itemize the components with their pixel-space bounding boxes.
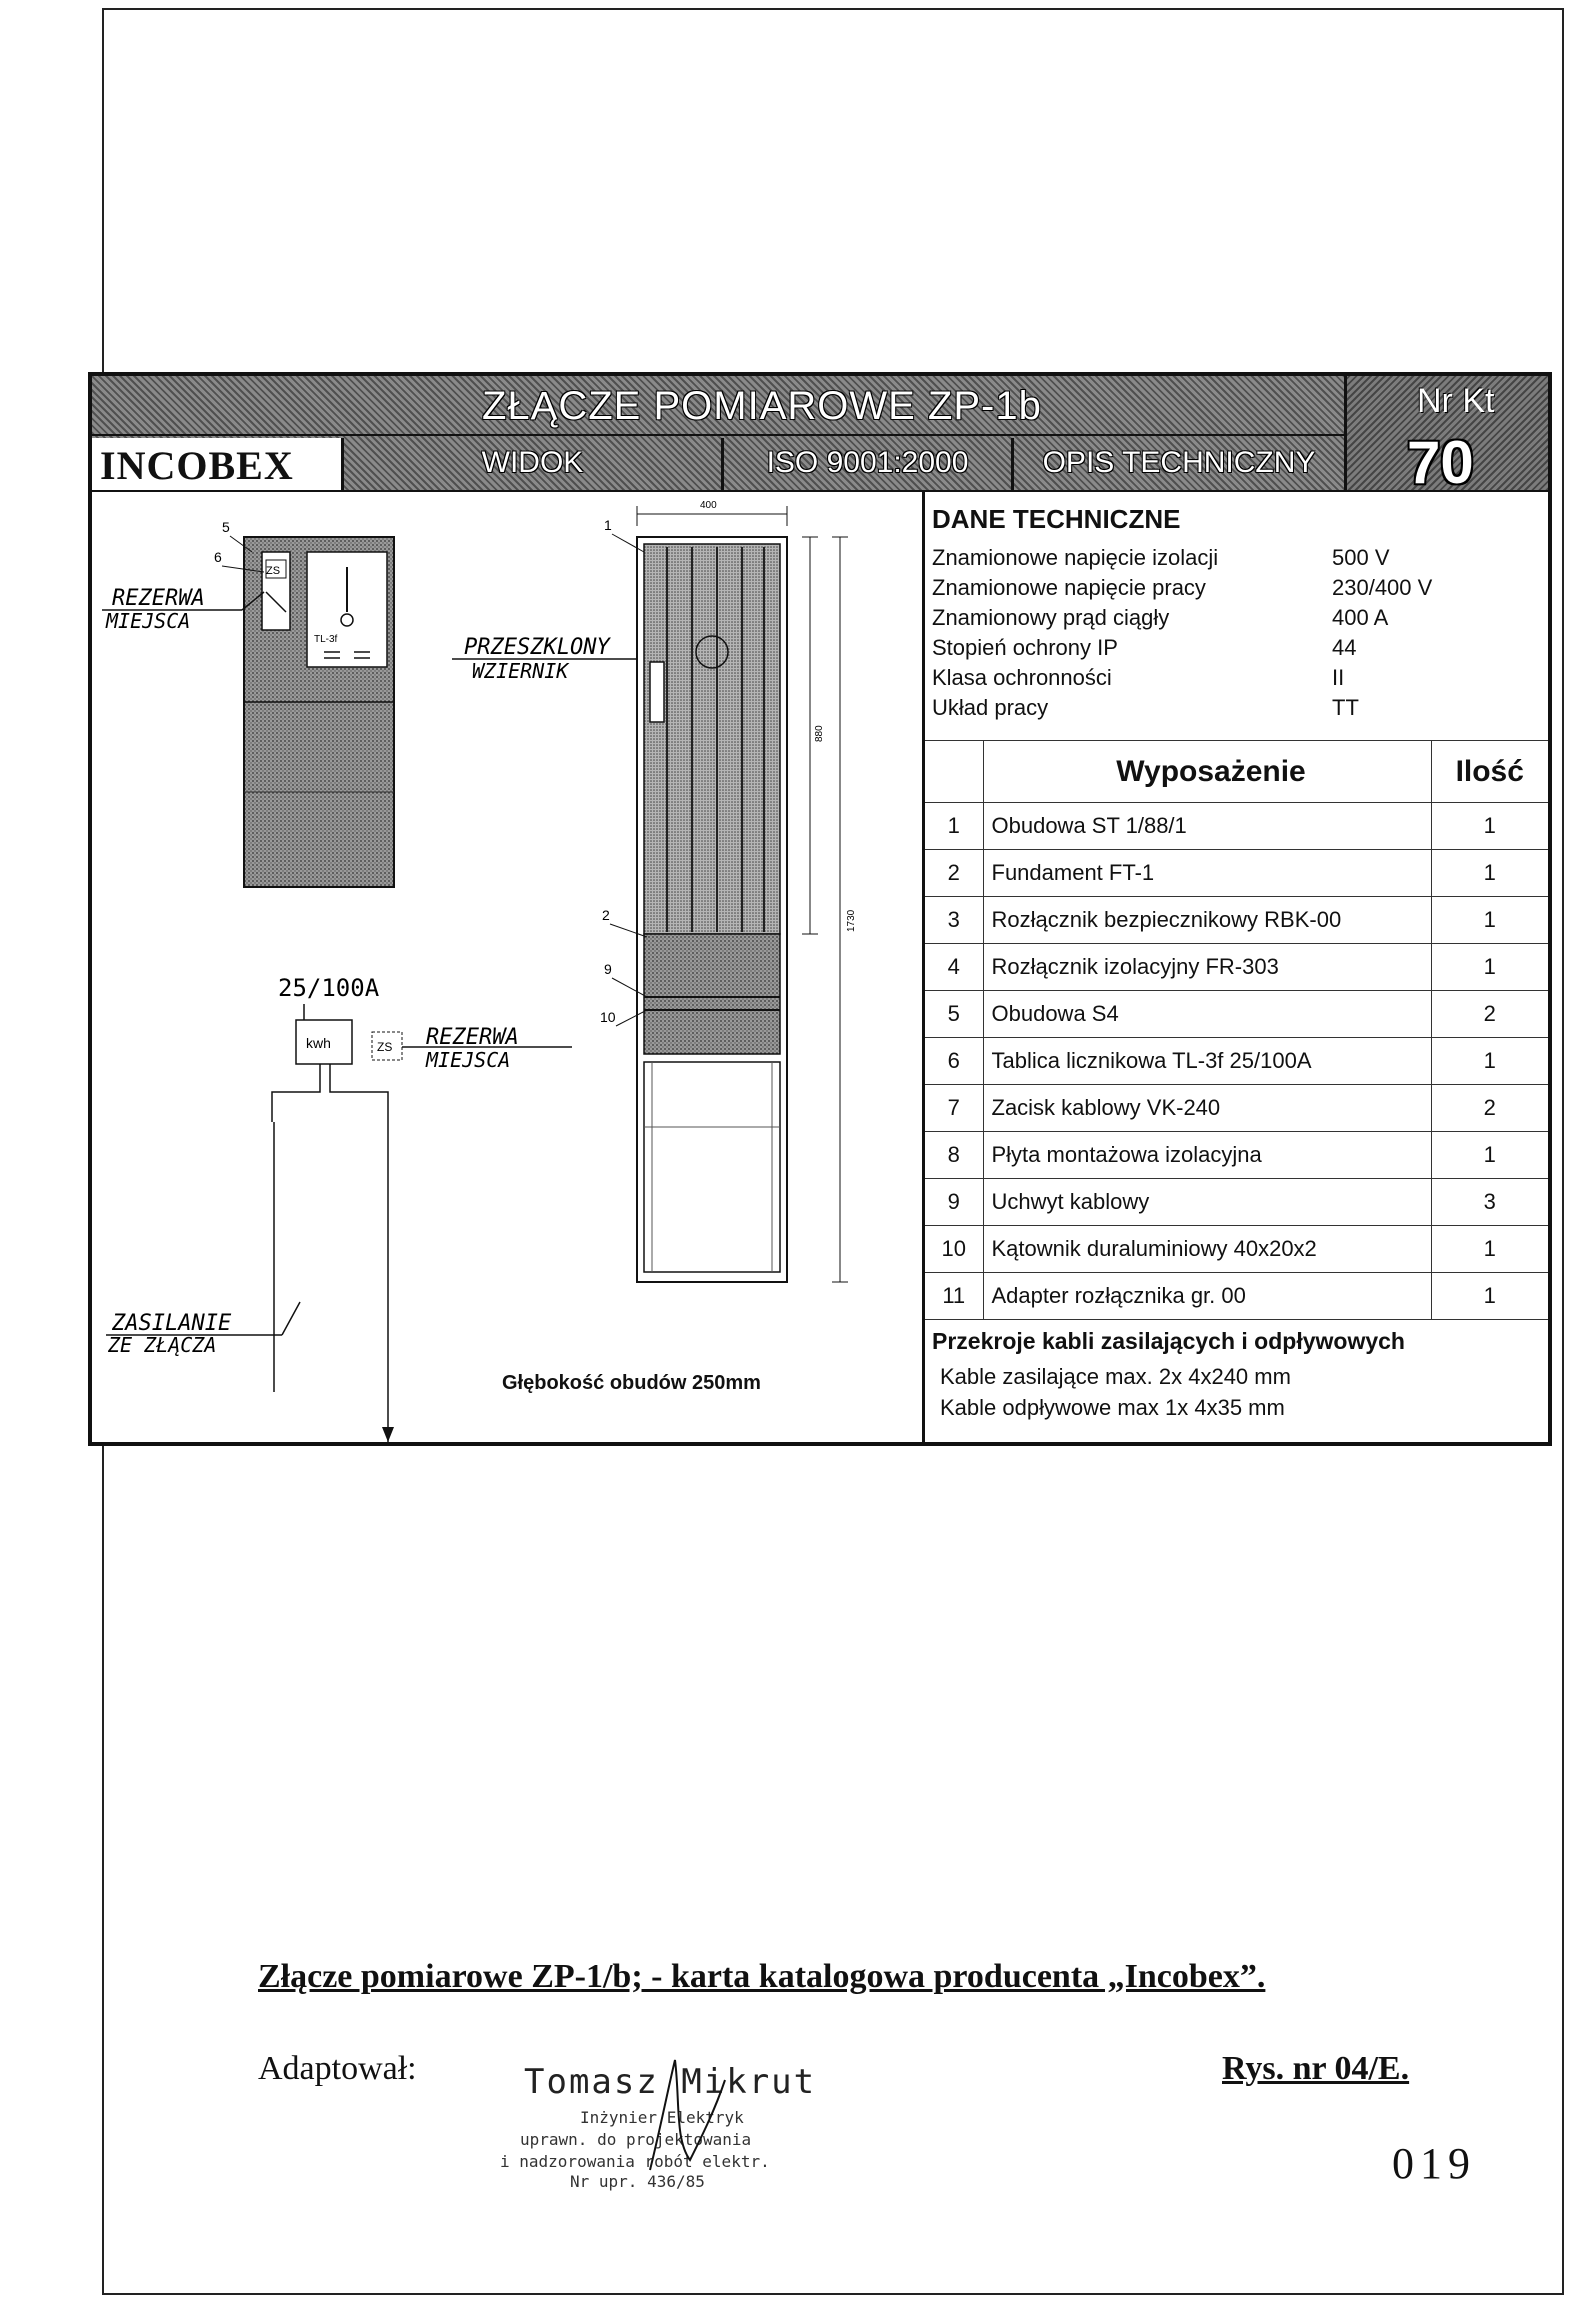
technical-drawing <box>92 492 922 1442</box>
tech-row-value: II <box>1332 665 1345 690</box>
nr-value: 70 <box>1407 429 1474 496</box>
equipment-row-qty: 1 <box>1431 1132 1548 1179</box>
dim-width: 400 <box>700 500 717 511</box>
tech-row-value: 230/400 V <box>1332 575 1433 600</box>
equipment-row <box>925 803 1548 850</box>
cables-supply: Kable zasilające max. 2x 4x240 mm <box>940 1364 1291 1389</box>
technical-data <box>932 504 1532 725</box>
incobex-logo: INCOBEX <box>92 438 344 490</box>
tech-row <box>932 695 1532 725</box>
supply-label: ZASILANIE <box>112 1311 232 1336</box>
equipment-row-name: Płyta montażowa izolacyjna <box>983 1132 1431 1179</box>
tech-row-label: Znamionowy prąd ciągły <box>932 605 1170 630</box>
tech-row <box>932 635 1532 665</box>
equipment-row <box>925 1179 1548 1226</box>
num-9: 9 <box>604 961 612 977</box>
equipment-row <box>925 1132 1548 1179</box>
document-caption: Złącze pomiarowe ZP-1/b; - karta katalogowa producenta „Incobex”. <box>258 1958 1266 1995</box>
drawing-number: Rys. nr 04/E. <box>1222 2050 1410 2087</box>
num-5: 5 <box>222 519 230 535</box>
supply-label-2: ZE ZŁĄCZA <box>108 1333 217 1357</box>
cables-outgoing: Kable odpływowe max 1x 4x35 mm <box>940 1395 1285 1420</box>
header-title: ZŁĄCZE POMIAROWE ZP-1b <box>482 384 1042 428</box>
kwh-label: kwh <box>306 1035 331 1051</box>
equipment-row-name: Fundament FT-1 <box>983 850 1431 897</box>
equipment-row-no: 11 <box>925 1273 983 1320</box>
equipment-row-name: Tablica licznikowa TL-3f 25/100A <box>983 1038 1431 1085</box>
equipment-row-no: 2 <box>925 850 983 897</box>
equipment-row-no: 4 <box>925 944 983 991</box>
reserve-label-top: REZERWA <box>112 586 205 611</box>
window-label: PRZESZKLONY <box>464 635 610 660</box>
equipment-row-qty: 1 <box>1431 1226 1548 1273</box>
tl-label: TL-3f <box>314 634 338 645</box>
equipment-row <box>925 1226 1548 1273</box>
equipment-row-name: Zacisk kablowy VK-240 <box>983 1085 1431 1132</box>
equipment-row <box>925 944 1548 991</box>
equipment-row-name: Obudowa S4 <box>983 991 1431 1038</box>
tech-row-value: 500 V <box>1332 545 1390 570</box>
equipment-header-row <box>925 741 1548 803</box>
stamp-line-4: Nr upr. 436/85 <box>570 2172 705 2191</box>
equipment-row-no: 8 <box>925 1132 983 1179</box>
tech-row <box>932 575 1532 605</box>
dim-1730: 1730 <box>846 909 857 932</box>
zs-label-top: ZS <box>266 565 281 577</box>
equipment-row-qty: 1 <box>1431 850 1548 897</box>
equipment-row-qty: 2 <box>1431 1085 1548 1132</box>
tech-row-label: Znamionowe napięcie izolacji <box>932 545 1219 570</box>
stamp-line-1: Inżynier Elektryk <box>580 2108 744 2127</box>
zs-label-bottom: ZS <box>377 1040 393 1054</box>
reserve-label-bottom: REZERWA <box>426 1025 519 1050</box>
cable-sections <box>932 1328 1542 1423</box>
tech-row-label: Układ pracy <box>932 695 1049 720</box>
tech-row-value: TT <box>1332 695 1359 720</box>
equipment-row-qty: 3 <box>1431 1179 1548 1226</box>
equipment-row-name: Rozłącznik bezpiecznikowy RBK-00 <box>983 897 1431 944</box>
reserve-label-top-2: MIEJSCA <box>106 609 191 633</box>
fuse-label: 25/100A <box>278 974 380 1002</box>
tech-row-label: Klasa ochronności <box>932 665 1112 690</box>
page-number: 019 <box>1392 2139 1476 2188</box>
equipment-row-no: 10 <box>925 1226 983 1273</box>
equipment-row-name: Rozłącznik izolacyjny FR-303 <box>983 944 1431 991</box>
tab-iso: ISO 9001:2000 <box>724 438 1014 490</box>
catalog-card <box>88 372 1552 1446</box>
equipment-header-no <box>925 741 983 803</box>
equipment-header-qty: Ilość <box>1431 741 1548 803</box>
tab-view: WIDOK <box>344 438 724 490</box>
window-label-2: WZIERNIK <box>472 659 569 683</box>
equipment-row-no: 1 <box>925 803 983 850</box>
nr-label: Nr Kt <box>1417 382 1495 420</box>
equipment-header-name: Wyposażenie <box>983 741 1431 803</box>
equipment-row-no: 6 <box>925 1038 983 1085</box>
num-10: 10 <box>600 1009 616 1025</box>
tech-row <box>932 665 1532 695</box>
tech-title: DANE TECHNICZNE <box>932 504 1181 534</box>
catalog-number-box <box>1344 376 1548 496</box>
dim-880: 880 <box>814 725 825 742</box>
num-6: 6 <box>214 549 222 565</box>
reserve-label-bottom-2: MIEJSCA <box>426 1048 511 1072</box>
drawing-svg <box>92 492 922 1442</box>
equipment-row <box>925 1085 1548 1132</box>
tech-row-label: Znamionowe napięcie pracy <box>932 575 1206 600</box>
equipment-row-qty: 2 <box>1431 991 1548 1038</box>
equipment-row <box>925 1273 1548 1320</box>
small-cabinet <box>244 537 394 887</box>
equipment-row-name: Kątownik duraluminiowy 40x20x2 <box>983 1226 1431 1273</box>
signature-icon <box>500 2040 860 2190</box>
equipment-row-qty: 1 <box>1431 897 1548 944</box>
equipment-row-qty: 1 <box>1431 1038 1548 1085</box>
tech-row <box>932 545 1532 575</box>
stamp-line-3: i nadzorowania robót elektr. <box>500 2152 770 2171</box>
num-1: 1 <box>604 517 612 533</box>
equipment-row-name: Uchwyt kablowy <box>983 1179 1431 1226</box>
equipment-row-no: 7 <box>925 1085 983 1132</box>
stamp-line-2: uprawn. do projektowania <box>520 2130 752 2149</box>
equipment-row-qty: 1 <box>1431 944 1548 991</box>
tech-row-value: 44 <box>1332 635 1357 660</box>
engineer-stamp <box>500 2040 860 2190</box>
num-2: 2 <box>602 907 610 923</box>
equipment-row-qty: 1 <box>1431 803 1548 850</box>
tall-cabinet <box>637 537 787 1282</box>
equipment-row-no: 3 <box>925 897 983 944</box>
cables-title: Przekroje kabli zasilających i odpływowych <box>932 1328 1405 1354</box>
depth-label: Głębokość obudów 250mm <box>502 1372 761 1394</box>
equipment-row <box>925 991 1548 1038</box>
equipment-table <box>925 740 1548 1320</box>
tech-row-label: Stopień ochrony IP <box>932 635 1118 660</box>
equipment-row-name: Obudowa ST 1/88/1 <box>983 803 1431 850</box>
equipment-row <box>925 897 1548 944</box>
tab-description: OPIS TECHNICZNY <box>1042 446 1316 479</box>
equipment-row-qty: 1 <box>1431 1273 1548 1320</box>
tech-row-value: 400 A <box>1332 605 1389 630</box>
stamp-name: Tomasz Mikrut <box>524 2062 817 2102</box>
equipment-row-name: Adapter rozłącznika gr. 00 <box>983 1273 1431 1320</box>
equipment-row <box>925 850 1548 897</box>
equipment-row <box>925 1038 1548 1085</box>
tech-row <box>932 605 1532 635</box>
equipment-row-no: 9 <box>925 1179 983 1226</box>
equipment-row-no: 5 <box>925 991 983 1038</box>
adapted-label: Adaptował: <box>258 2050 417 2087</box>
header-title-bar <box>92 376 1344 436</box>
